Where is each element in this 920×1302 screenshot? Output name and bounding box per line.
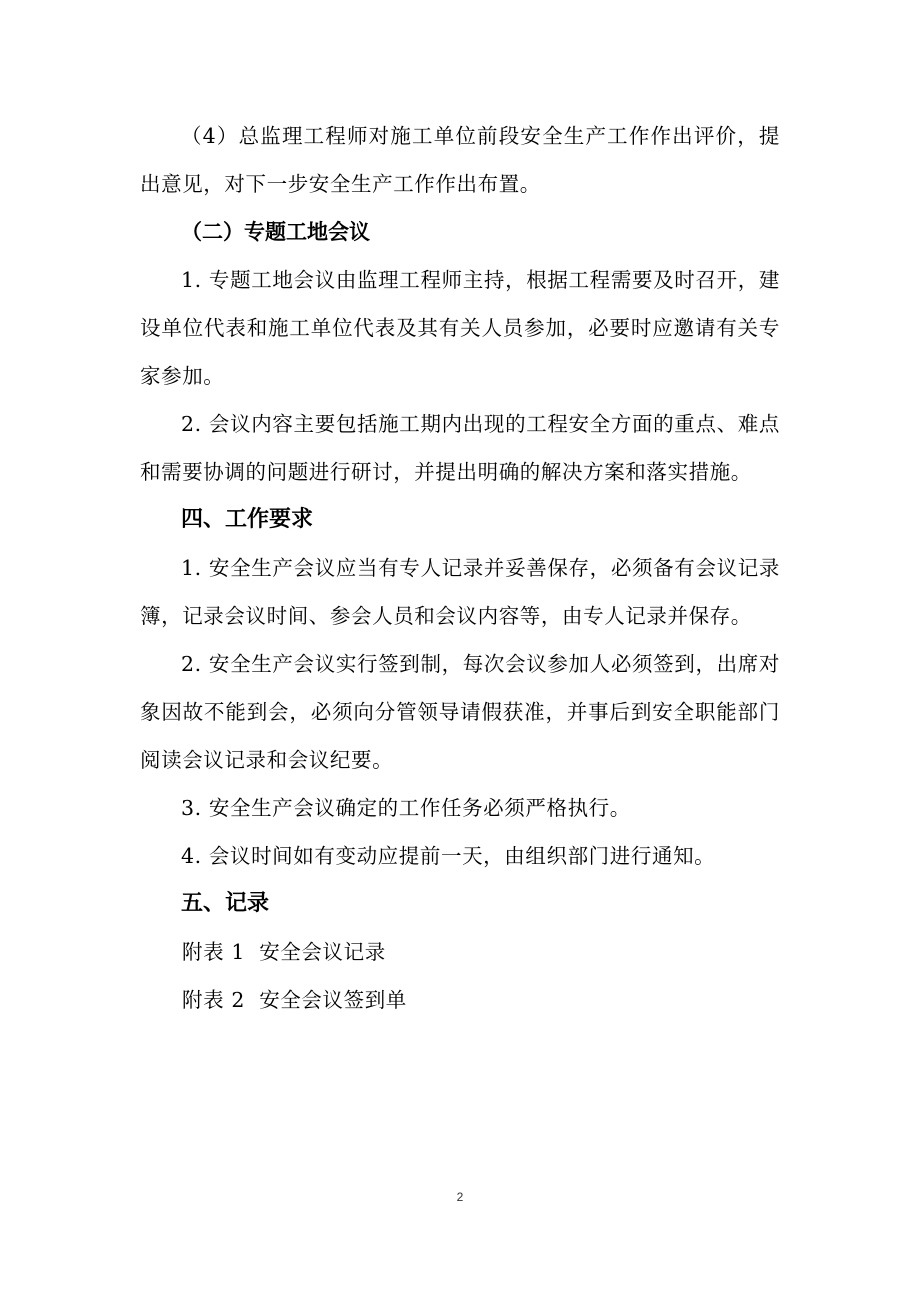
heading-special-site-meeting: （二）专题工地会议 xyxy=(181,220,370,244)
paragraph-requirement-4: 4. 会议时间如有变动应提前一天，由组织部门进行通知。 xyxy=(181,844,716,868)
paragraph-topic-1: 1. 专题工地会议由监理工程师主持，根据工程需要及时召开，建设单位代表和施工单位代表及其有关人员参加，必要时应邀请有关专家参加。 xyxy=(140,268,780,388)
heading-work-requirements: 四、工作要求 xyxy=(181,507,314,532)
paragraph-topic-2: 2. 会议内容主要包括施工期内出现的工程安全方面的重点、难点和需要协调的问题进行研讨，并提出明确的解决方案和落实措施。 xyxy=(140,412,780,484)
paragraph-item-4: （4）总监理工程师对施工单位前段安全生产工作作出评价，提出意见，对下一步安全生产工作作出布置。 xyxy=(140,124,780,196)
paragraph-requirement-2: 2. 安全生产会议实行签到制，每次会议参加人必须签到，出席对象因故不能到会，必须向分管领导请假获准，并事后到安全职能部门阅读会议记录和会议纪要。 xyxy=(140,652,780,772)
heading-records: 五、记录 xyxy=(181,891,270,916)
paragraph-requirement-1: 1. 安全生产会议应当有专人记录并妥善保存，必须备有会议记录簿，记录会议时间、参会人员和会议内容等，由专人记录并保存。 xyxy=(140,556,780,628)
paragraph-requirement-3: 3. 安全生产会议确定的工作任务必须严格执行。 xyxy=(181,796,631,820)
page-number: 2 xyxy=(456,1190,464,1204)
attachment-2: 附表 2 安全会议签到单 xyxy=(182,988,407,1012)
attachment-1: 附表 1 安全会议记录 xyxy=(182,940,386,964)
